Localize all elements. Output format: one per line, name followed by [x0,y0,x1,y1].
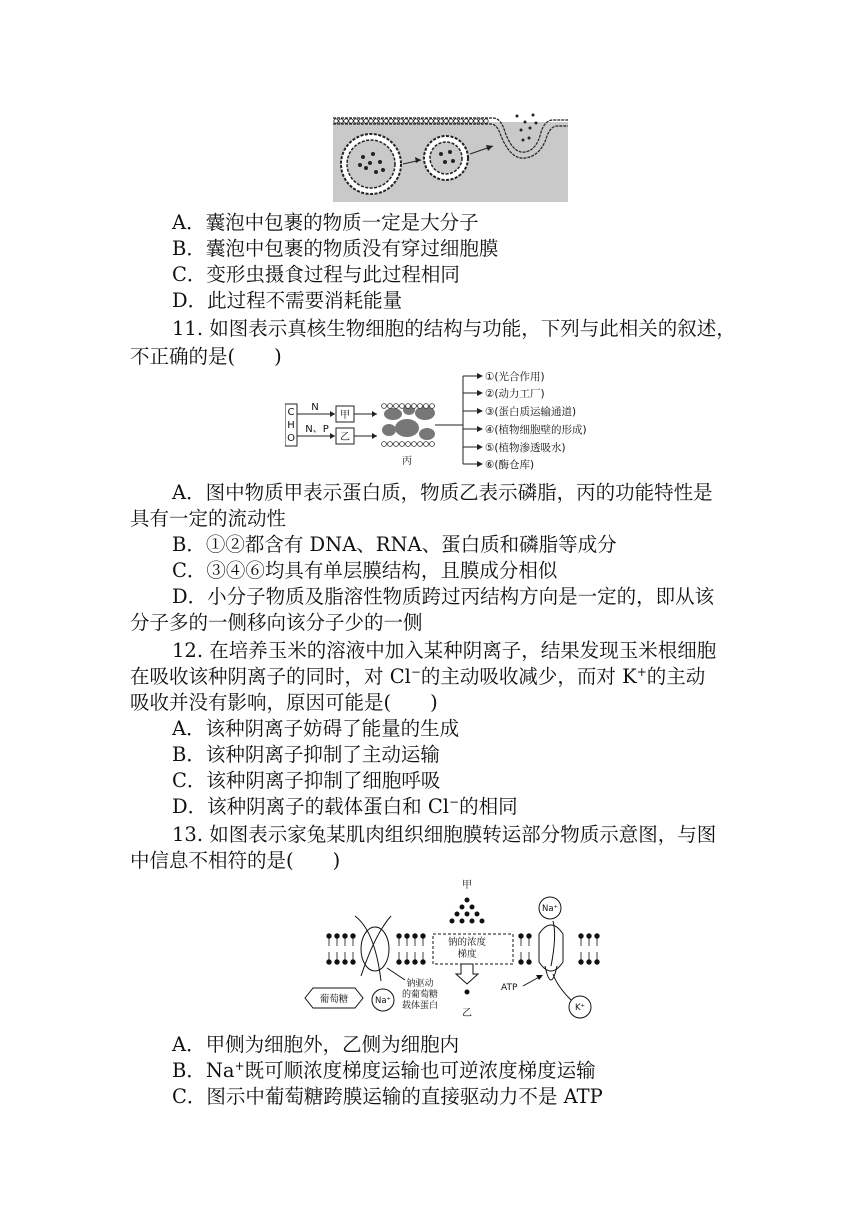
q11-option-b: B．①②都含有 DNA、RNA、蛋白质和磷脂等成分 [172,533,617,556]
function-2: ②(动力工厂) [485,388,545,400]
q11-option-d-line1: D．小分子物质及脂溶性物质跨过丙结构方向是一定的，即从该 [172,585,715,608]
membrane-bead [479,119,483,123]
membrane-bead [434,119,438,123]
membrane-bead [404,119,408,123]
membrane-bead [344,119,348,123]
carrier-label-2: 的葡萄糖 [401,990,439,1000]
membrane-bead [359,119,363,123]
membrane-bead [349,119,353,123]
q10-option-c: C．变形虫摄食过程与此过程相同 [172,263,460,286]
membrane-bead [384,119,388,123]
membrane-bead [339,119,343,123]
element-c: C [287,407,295,418]
membrane-bead [449,119,453,123]
q13-option-a: A．甲侧为细胞外，乙侧为细胞内 [172,1033,460,1056]
membrane-bead [454,119,458,123]
q11-option-a-line2: 具有一定的流动性 [130,507,287,530]
membrane-bead [364,119,368,123]
q12-stem-line3: 吸收并没有影响，原因可能是( ) [130,691,438,714]
membrane-bead [409,119,413,123]
atp-label: ATP [501,983,518,993]
q11-option-a-line1: A．图中物质甲表示蛋白质，物质乙表示磷脂，丙的功能特性是 [172,481,713,504]
membrane-bead [374,119,378,123]
membrane-bead [354,119,358,123]
exocytosis-figure [333,112,568,202]
membrane-bead [459,119,463,123]
q12-option-a: A．该种阴离子妨碍了能量的生成 [172,717,460,740]
side-jia-label: 甲 [462,880,472,891]
membrane-bead [369,119,373,123]
membrane-transport-figure [295,876,615,1024]
q12-option-d: D．该种阴离子的载体蛋白和 Cl−的相同 [172,795,518,818]
glucose-label: 葡萄糖 [319,994,349,1005]
q11-option-c: C．③④⑥均具有单层膜结构，且膜成分相似 [172,559,558,582]
arrow-np-label: N、P [305,424,329,435]
q13-stem-line2: 中信息不相符的是( ) [130,849,341,872]
function-6: ⑥(酶仓库) [485,459,535,471]
function-3: ③(蛋白质运输通道) [485,406,577,418]
carrier-label-1: 钠驱动 [406,979,434,989]
element-h: H [287,420,295,431]
membrane-bead [394,119,398,123]
membrane-bead [414,119,418,123]
gradient-label-2: 梯度 [457,949,477,960]
q11-option-d-line2: 分子多的一侧移向该分子少的一侧 [130,611,423,634]
q11-stem-line1: 11. 如图表示真核生物细胞的结构与功能，下列与此相关的叙述， [172,317,736,340]
membrane-bead [429,119,433,123]
membrane-bead [464,119,468,123]
na-bottom-label: Na⁺ [374,996,392,1006]
membrane-bead [439,119,443,123]
arrow-n-label: N [311,402,319,413]
membrane-bead [399,119,403,123]
function-1: ①(光合作用) [485,371,545,383]
membrane-bead [379,119,383,123]
na-top-label: Na⁺ [541,904,559,914]
k-label: K⁺ [574,1003,586,1013]
element-o: O [287,433,295,444]
cell-structure-figure [285,370,615,472]
q12-option-c: C．该种阴离子抑制了细胞呼吸 [172,769,441,792]
side-yi-label: 乙 [462,1008,472,1019]
q13-stem-line1: 13. 如图表示家兔某肌肉组织细胞膜转运部分物质示意图，与图 [172,823,717,846]
membrane-bead [469,119,473,123]
membrane-bead [334,119,338,123]
membrane-bead [444,119,448,123]
function-5: ⑤(植物渗透吸水) [485,442,566,454]
membrane-bead [389,119,393,123]
q13-option-c: C．图示中葡萄糖跨膜运输的直接驱动力不是 ATP [172,1085,603,1108]
box-yi: 乙 [340,432,350,443]
carrier-label-3: 载体蛋白 [401,1001,439,1011]
gradient-label-1: 钠的浓度 [447,937,487,948]
q11-stem-line2: 不正确的是( ) [130,345,282,368]
q10-option-a: A．囊泡中包裹的物质一定是大分子 [172,211,479,234]
membrane-label: 丙 [402,456,412,467]
membrane-bead [419,119,423,123]
function-4: ④(植物细胞壁的形成) [485,424,587,436]
membrane-bead [474,119,478,123]
q12-option-b: B．该种阴离子抑制了主动运输 [172,743,440,766]
q13-option-b: B．Na+既可顺浓度梯度运输也可逆浓度梯度运输 [172,1059,596,1082]
membrane-bead [484,119,488,123]
q12-stem-line2: 在吸收该种阴离子的同时，对 Cl−的主动吸收减少，而对 K+的主动 [130,665,706,688]
q10-option-b: B．囊泡中包裹的物质没有穿过细胞膜 [172,237,499,260]
box-jia: 甲 [340,410,350,421]
q12-stem-line1: 12. 在培养玉米的溶液中加入某种阴离子，结果发现玉米根细胞 [172,639,717,662]
membrane-bead [424,119,428,123]
q10-option-d: D．此过程不需要消耗能量 [172,289,403,312]
